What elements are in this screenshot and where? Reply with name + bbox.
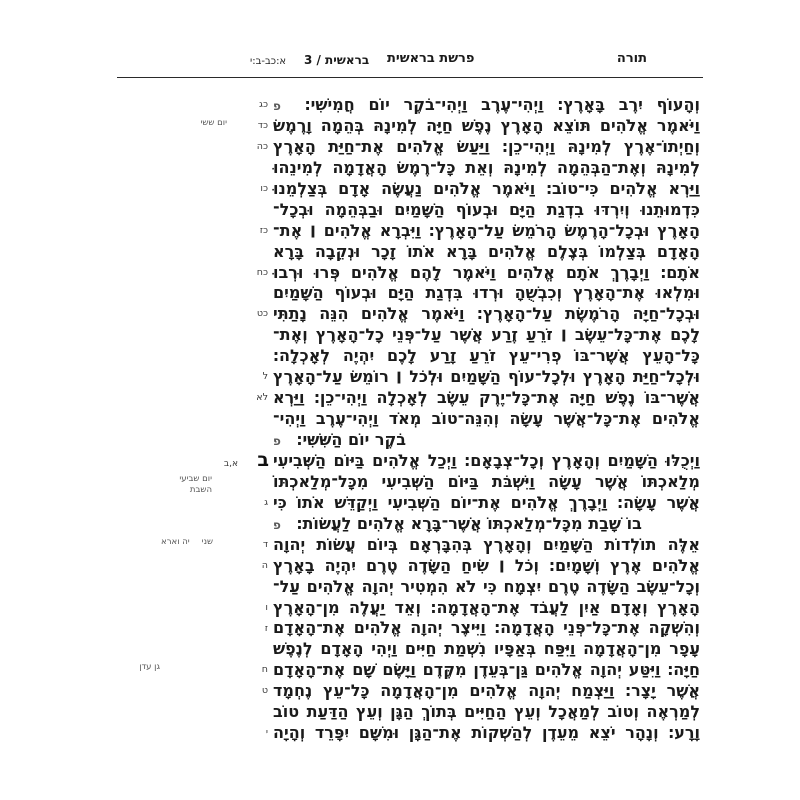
header-rule xyxy=(117,77,703,78)
verse-text: כִּדְמוּתֵנוּ וְיִרְדּוּ בִדְגַת הַיָּם וּבְעוֹף הַשָּׁמַיִם וּבַבְּהֵמָה וּבְכָל־ xyxy=(273,199,700,219)
torah-text-line xyxy=(273,430,700,451)
verse-text: אֲשֶׁר־בּוֹ נֶפֶשׁ חַיָּה אֶת־כָּל־יֶרֶק עֵשֶׂב לְאָכְלָה וַיְהִי־כֵן׃ וַיַּרְא xyxy=(273,388,700,408)
verse-text: וּבְכָל־חַיָּה הָרֹמֶשֶׂת עַל־הָאָרֶץ׃ וַיֹּאמֶר אֱלֹהִים הִנֵּה נָתַתִּי xyxy=(273,304,700,324)
verse-number: י xyxy=(265,727,268,739)
torah-text-line xyxy=(273,556,700,577)
verse-number: כד xyxy=(257,119,268,131)
margin-note xyxy=(200,118,227,129)
verse-text: בוֹ שָׁבַת מִכָּל־מְלַאכְתּוֹ אֲשֶׁר־בָּרָא אֱלֹהִים לַעֲשׂוֹת׃ xyxy=(296,513,642,533)
verse-text: אֱלֹהִים אֶת־כָּל־אֲשֶׁר עָשָׂה וְהִנֵּה־טוֹב מְאֹד וַיְהִי־עֶרֶב וַיְהִי־ xyxy=(273,409,700,429)
chapter-2-letter: ב xyxy=(257,449,269,471)
verse-number: ה xyxy=(261,559,268,571)
verse-number: ד xyxy=(262,538,268,550)
parasha-break-mark: פ xyxy=(273,517,281,532)
torah-text-line xyxy=(273,409,700,430)
verse-number: כה xyxy=(256,140,268,152)
torah-text-block xyxy=(273,95,700,744)
verse-text: וַיֹּאמֶר אֱלֹהִים תּוֹצֵא הָאָרֶץ נֶפֶשׁ חַיָּה לְמִינָהּ בְּהֵמָה וָרֶמֶשׂ xyxy=(273,115,700,135)
verse-number: ו xyxy=(265,601,268,613)
verse-text: בֹקֶר יוֹם הַשִּׁשִּׁי׃ xyxy=(296,430,407,449)
parasha-break-mark: פ xyxy=(273,434,281,448)
margin-note xyxy=(139,662,160,673)
verse-number: ט xyxy=(261,685,268,697)
torah-text-line xyxy=(273,639,700,660)
verse-text: וְהִשְׁקָה אֶת־כָּל־פְּנֵי הָאֲדָמָה׃ וַיִּיצֶר יְהוָה אֱלֹהִים אֶת־הָאָדָם xyxy=(273,618,700,638)
verse-text: וְכָל־עֵשֶׂב הַשָּׂדֶה טֶרֶם יִצְמָח כִּי לֹא הִמְטִיר יְהוָה אֱלֹהִים עַל־ xyxy=(273,576,700,596)
torah-text-line xyxy=(273,660,700,681)
header-book-page: בראשית / 3 xyxy=(303,53,370,67)
torah-text-line xyxy=(273,598,700,619)
torah-text-line xyxy=(273,535,700,556)
verse-number: ל xyxy=(262,371,268,383)
torah-text-line xyxy=(273,346,700,367)
verse-number: כט xyxy=(256,308,268,320)
torah-text-line xyxy=(273,95,700,116)
margin-note-text: יה וארא xyxy=(161,536,190,547)
verse-text: אֵלֶּה תוֹלְדוֹת הַשָּׁמַיִם וְהָאָרֶץ בְּהִבָּרְאָם בְּיוֹם עֲשׂוֹת יְהוָה xyxy=(273,534,700,554)
verse-number: ג xyxy=(264,496,268,508)
verse-text: וַיְכֻלּוּ הַשָּׁמַיִם וְהָאָרֶץ וְכָל־צְבָאָם׃ וַיְכַל אֱלֹהִים בַּיּוֹם הַשְּׁבִיעִי xyxy=(273,450,700,470)
torah-text-line xyxy=(273,681,700,702)
verse-number: ז xyxy=(264,622,268,634)
torah-text-line xyxy=(273,221,700,242)
torah-text-line xyxy=(273,577,700,598)
verse-text: לְמִינָהּ וְאֶת־הַבְּהֵמָה לְמִינָהּ וְאֵת כָּל־רֶמֶשׂ הָאֲדָמָה לְמִינֵהוּ xyxy=(273,157,700,177)
verse-text: אֲשֶׁר יָצָר׃ וַיַּצְמַח יְהוָה אֱלֹהִים מִן־הָאֲדָמָה כָּל־עֵץ נֶחְמָד xyxy=(273,681,700,701)
chapter-2-verse-marker: א,ב xyxy=(223,459,238,469)
verse-number: לא xyxy=(256,392,268,404)
margin-note xyxy=(161,537,213,548)
torah-text-line xyxy=(273,451,700,472)
verse-text: אֲשֶׁר עָשָׂה׃ וַיְבָרֶךְ אֱלֹהִים אֶת־יוֹם הַשְּׁבִיעִי וַיְקַדֵּשׁ אֹתוֹ כִּי xyxy=(273,492,700,512)
torah-text-line xyxy=(273,723,700,744)
verse-text: וָרָע׃ וְנָהָר יֹצֵא מֵעֵדֶן לְהַשְׁקוֹת אֶת־הַגָּן וּמִשָּׁם יִפָּרֵד וְהָיָה xyxy=(273,723,700,743)
margin-note-text: יום שביעי xyxy=(179,473,212,484)
torah-text-line xyxy=(273,472,700,493)
verse-text: וְהָעוֹף יִרֶב בָּאָרֶץ׃ וַיְהִי־עֶרֶב וַיְהִי־בֹקֶר יוֹם חֲמִישִׁי׃ xyxy=(304,95,701,114)
torah-text-line xyxy=(273,242,700,263)
torah-text-line xyxy=(273,493,700,514)
margin-note-text: שני xyxy=(201,536,213,547)
verse-text: הָאָדָם בְּצַלְמוֹ בְּצֶלֶם אֱלֹהִים בָּרָא אֹתוֹ זָכָר וּנְקֵבָה בָּרָא xyxy=(273,241,700,261)
verse-text: אֹתָם׃ וַיְבָרֶךְ אֹתָם אֱלֹהִים וַיֹּאמֶר לָהֶם אֱלֹהִים פְּרוּ וּרְבוּ xyxy=(273,262,700,282)
margin-note-text: השבת xyxy=(189,484,212,495)
verse-number: כז xyxy=(259,224,268,236)
torah-text-line xyxy=(273,116,700,137)
verse-number: כו xyxy=(260,182,268,194)
header-corpus-label: תורה xyxy=(616,51,647,66)
verse-text: מְלַאכְתּוֹ אֲשֶׁר עָשָׂה וַיִּשְׁבֹּת בַּיּוֹם הַשְּׁבִיעִי מִכָּל־מְלַאכְתּוֹ xyxy=(273,471,700,491)
verse-number: כח xyxy=(256,266,268,278)
torah-text-line xyxy=(273,702,700,723)
verse-text: וּמִלְאוּ אֶת־הָאָרֶץ וְכִבְשֻׁהָ וּרְדוּ בִּדְגַת הַיָּם וּבְעוֹף הַשָּׁמַיִם xyxy=(273,283,700,303)
verse-text: עָפָר מִן־הָאֲדָמָה וַיִּפַּח בְּאַפָּיו נִשְׁמַת חַיִּים וַיְהִי הָאָדָם לְנֶפֶשׁ xyxy=(273,639,700,659)
verse-number: ח xyxy=(261,664,268,676)
verse-text: וּלְכָל־חַיַּת הָאָרֶץ וּלְכָל־עוֹף הַשָּׁמַיִם וּלְכֹל ׀ רוֹמֵשׂ עַל־הָאָרֶץ xyxy=(273,367,700,387)
torah-text-line xyxy=(273,388,700,409)
torah-text-line xyxy=(273,158,700,179)
verse-text: וְחַיְתוֹ־אֶרֶץ לְמִינָהּ וַיְהִי־כֵן׃ וַיַּעַשׂ אֱלֹהִים אֶת־חַיַּת הָאָרֶץ xyxy=(273,136,700,156)
header-left-group xyxy=(248,53,369,67)
parasha-break-mark: פ xyxy=(273,99,281,113)
torah-text-line xyxy=(273,325,700,346)
verse-text: כָּל־הָעֵץ אֲשֶׁר־בּוֹ פְרִי־עֵץ זֹרֵעַ זָרַע לָכֶם יִהְיֶה לְאָכְלָה׃ xyxy=(273,346,700,366)
verse-text: לָכֶם אֶת־כָּל־עֵשֶׂב ׀ זֹרֵעַ זֶרַע אֲשֶׁר עַל־פְּנֵי כָל־הָאָרֶץ וְאֶת־ xyxy=(273,325,700,345)
verse-text: הָאָרֶץ וּבְכָל־הָרֶמֶשׂ הָרֹמֵשׂ עַל־הָאָרֶץ׃ וַיִּבְרָא אֱלֹהִים ׀ אֶת־ xyxy=(273,220,700,240)
torah-text-line xyxy=(273,263,700,284)
torah-text-line xyxy=(273,179,700,200)
verse-text: לְמַרְאֶה וְטוֹב לְמַאֲכָל וְעֵץ הַחַיִּים בְּתוֹךְ הַגָּן וְעֵץ הַדַּעַת טוֹב xyxy=(273,702,700,722)
torah-text-line xyxy=(273,514,700,535)
header-parasha-title: פרשת בראשית xyxy=(387,51,475,66)
verse-text: וַיַּרְא אֱלֹהִים כִּי־טוֹב׃ וַיֹּאמֶר אֱלֹהִים נַעֲשֶׂה אָדָם בְּצַלְמֵנוּ xyxy=(273,178,700,198)
torah-text-line xyxy=(273,367,700,388)
margin-note xyxy=(179,474,212,496)
margin-note-text: יום ששי xyxy=(200,117,227,128)
torah-text-line xyxy=(273,618,700,639)
margin-note-text: גן עדן xyxy=(139,662,160,673)
torah-text-line xyxy=(273,283,700,304)
verse-number: כג xyxy=(259,99,268,110)
verse-text: הָאָרֶץ וְאָדָם אַיִן לַעֲבֹד אֶת־הָאֲדָמָה׃ וְאֵד יַעֲלֶה מִן־הָאָרֶץ xyxy=(273,597,700,617)
torah-text-line xyxy=(273,137,700,158)
verse-text: חַיָּה׃ וַיִּטַּע יְהוָה אֱלֹהִים גַּן־בְּעֵדֶן מִקֶּדֶם וַיָּשֶׂם שָׁם אֶת־הָאָדָם xyxy=(273,660,700,680)
torah-text-line xyxy=(273,200,700,221)
torah-text-line xyxy=(273,304,700,325)
verse-text: אֱלֹהִים אֶרֶץ וְשָׁמָיִם׃ וְכֹל ׀ שִׂיחַ הַשָּׂדֶה טֶרֶם יִהְיֶה בָאָרֶץ xyxy=(273,555,700,575)
header-verse-range: א:כב-ב:י xyxy=(250,56,287,67)
